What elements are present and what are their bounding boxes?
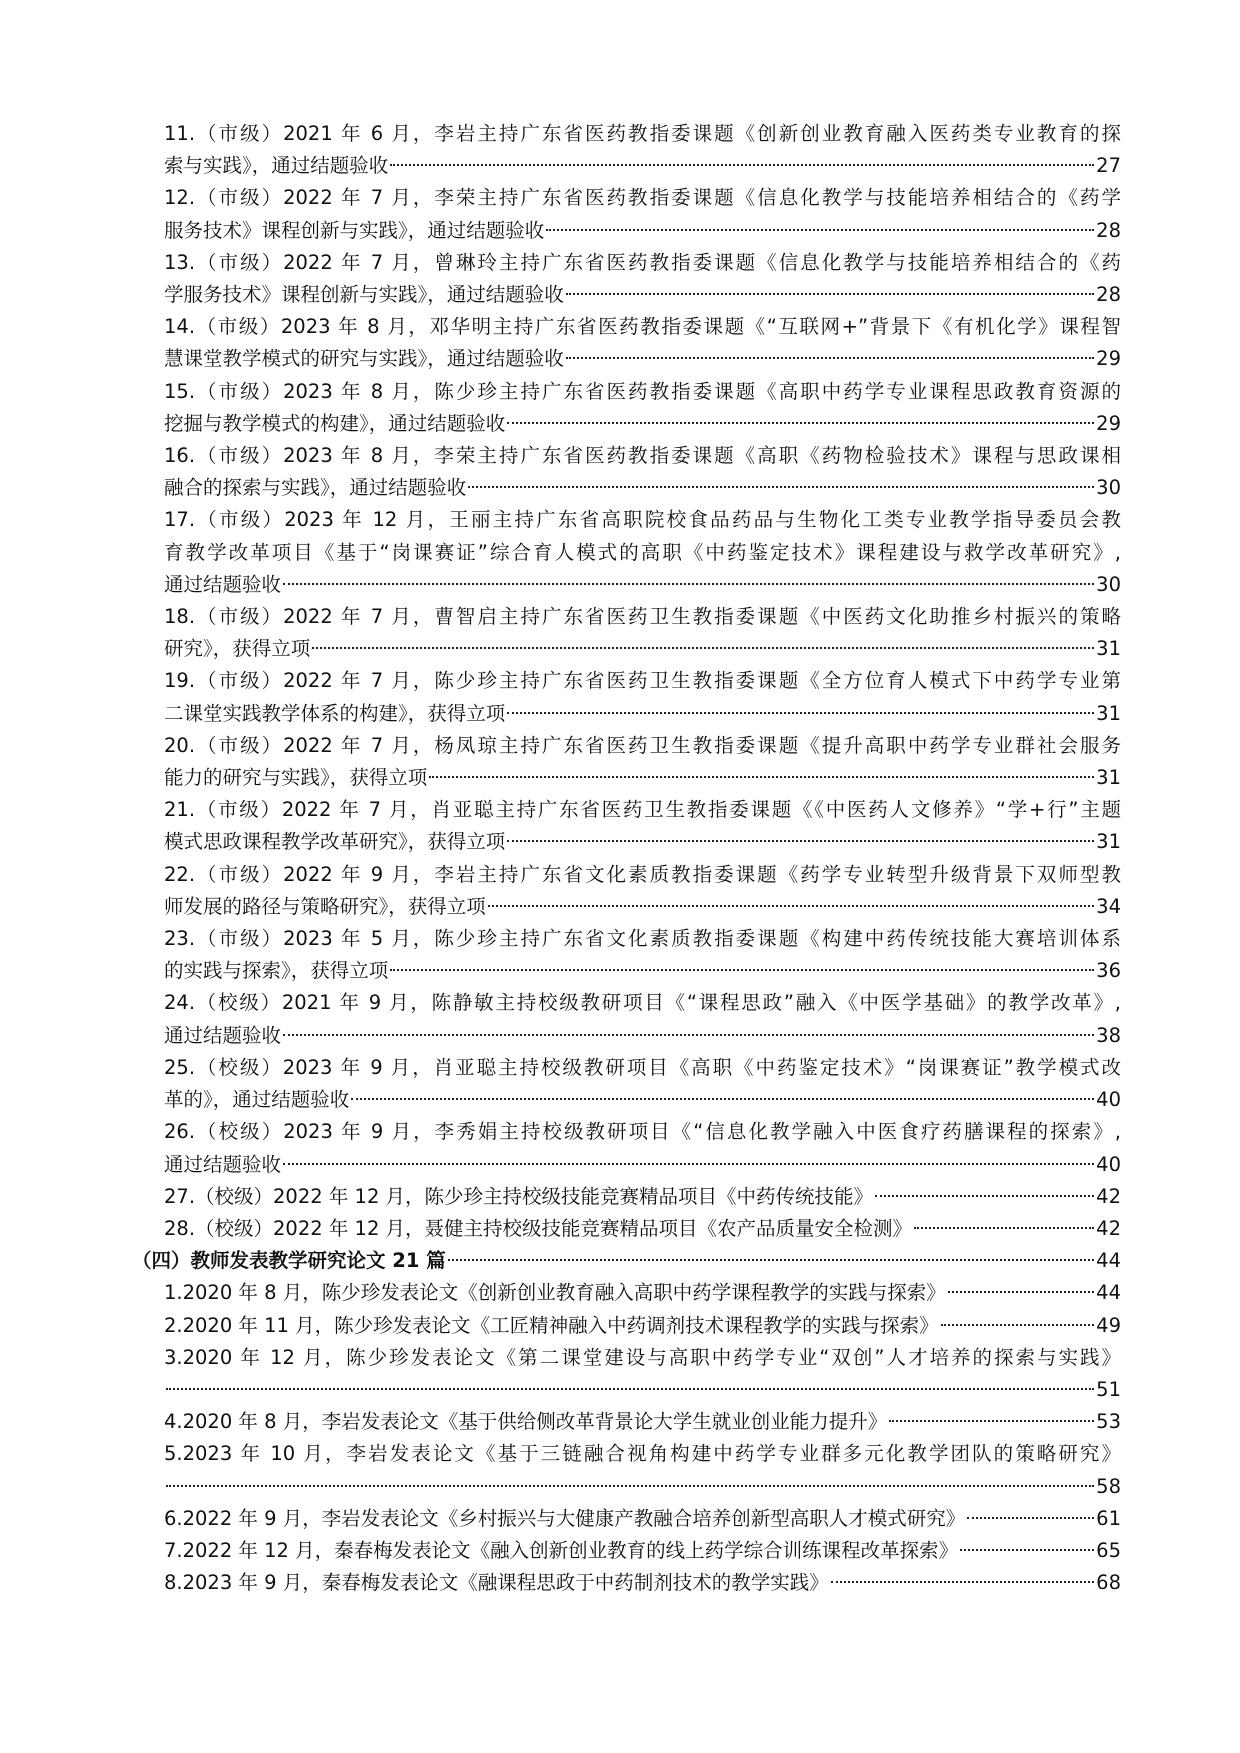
toc-entry[interactable] bbox=[132, 1503, 1121, 1535]
toc-entry-text: 二课堂实践教学体系的构建》，获得立项 bbox=[164, 701, 506, 725]
toc-entry-line: 11.（市级）2021 年 6 月，李岩主持广东省医药教指委课题《创新创业教育融入医药类专业教育的探 bbox=[164, 122, 1121, 145]
toc-page-number: 61 bbox=[1096, 1506, 1121, 1530]
toc-entry-text: 服务技术》课程创新与实践》，通过结题验收 bbox=[164, 218, 545, 242]
dot-leader bbox=[283, 1034, 1094, 1036]
toc-entry-last-line bbox=[132, 1245, 1121, 1277]
toc-entry-last-line bbox=[164, 1310, 1121, 1342]
toc-entry[interactable] bbox=[132, 118, 1121, 182]
toc-entry-last-line bbox=[164, 698, 1121, 730]
toc-entry[interactable] bbox=[132, 794, 1121, 858]
toc-entry-last-line bbox=[164, 633, 1121, 665]
dot-leader bbox=[914, 1227, 1094, 1229]
dot-leader bbox=[390, 164, 1094, 166]
toc-page-number: 29 bbox=[1096, 347, 1121, 371]
toc-entry-line: 5.2023 年 10 月，李岩发表论文《基于三链融合视角构建中药学专业群多元化教学团队的策略研究》 bbox=[164, 1442, 1121, 1466]
toc-entry-text: 27.（校级）2022 年 12 月，陈少珍主持校级技能竞赛精品项目《中药传统技能》 bbox=[164, 1184, 874, 1208]
dot-leader bbox=[312, 647, 1094, 649]
toc-entry-text: 慧课堂教学模式的研究与实践》，通过结题验收 bbox=[164, 347, 564, 371]
toc-entry-text: 8.2023 年 9 月，秦春梅发表论文《融课程思政于中药制剂技术的教学实践》 bbox=[164, 1571, 829, 1595]
toc-entry-text: 通过结题验收 bbox=[164, 1023, 282, 1047]
toc-page-number: 65 bbox=[1096, 1538, 1121, 1562]
toc-page-number: 28 bbox=[1096, 218, 1121, 242]
toc-page-number: 58 bbox=[1096, 1474, 1121, 1498]
toc-entry-line: 3.2020 年 12 月，陈少珍发表论文《第二课堂建设与高职中药学专业“双创”人才培养的探索与实践》 bbox=[164, 1345, 1121, 1369]
toc-entry-line: 25.（校级）2023 年 9 月，肖亚聪主持校级教研项目《高职《中药鉴定技术》“岗课赛证”教学模式改 bbox=[164, 1055, 1121, 1079]
dot-leader bbox=[566, 357, 1094, 359]
toc-entry-last-line bbox=[164, 1503, 1121, 1535]
toc-entry-line: 13.（市级）2022 年 7 月，曾琳玲主持广东省医药教指委课题《信息化教学与技能培养相结合的《药 bbox=[164, 250, 1121, 274]
toc-entry[interactable] bbox=[132, 1213, 1121, 1245]
toc-entry-last-line bbox=[164, 955, 1121, 987]
toc-entry[interactable] bbox=[132, 1406, 1121, 1438]
dot-leader bbox=[468, 486, 1094, 488]
toc-entry[interactable] bbox=[132, 1342, 1121, 1406]
toc-entry-last-line bbox=[164, 826, 1121, 858]
toc-entry[interactable] bbox=[132, 923, 1121, 987]
toc-entry-last-line bbox=[164, 1277, 1121, 1309]
dot-leader bbox=[875, 1195, 1094, 1197]
dot-leader bbox=[941, 1324, 1095, 1326]
toc-entry-text: 挖掘与教学模式的构建》，通过结题验收 bbox=[164, 411, 506, 435]
toc-entry[interactable] bbox=[132, 1116, 1121, 1180]
toc-entry-line: 24.（校级）2021 年 9 月，陈静敏主持校级教研项目《“课程思政”融入《中医学基础》的教学改革》, bbox=[164, 991, 1121, 1015]
toc-entry-line: 17.（市级）2023 年 12 月，王丽主持广东省高职院校食品药品与生物化工类专业教学指导委员会教 bbox=[164, 508, 1121, 532]
dot-leader bbox=[283, 1163, 1094, 1165]
toc-page-number: 31 bbox=[1096, 830, 1121, 854]
dot-leader bbox=[429, 776, 1094, 778]
toc-entry-last-line bbox=[164, 1406, 1121, 1438]
dot-leader bbox=[967, 1517, 1094, 1519]
toc-page-number: 31 bbox=[1096, 766, 1121, 790]
toc-entry-line: 育教学改革项目《基于“岗课赛证”综合育人模式的高职《中药鉴定技术》课程建设与救学改革研究》, bbox=[164, 540, 1121, 564]
dot-leader bbox=[390, 969, 1094, 971]
toc-entry[interactable] bbox=[132, 1567, 1121, 1599]
toc-entry-text: 学服务技术》课程创新与实践》，通过结题验收 bbox=[164, 283, 564, 307]
toc-entry[interactable] bbox=[132, 311, 1121, 375]
toc-entry-last-line bbox=[164, 569, 1121, 601]
toc-entry-line: 12.（市级）2022 年 7 月，李荣主持广东省医药教指委课题《信息化教学与技能培养相结合的《药学 bbox=[164, 186, 1121, 210]
toc-page-number: 28 bbox=[1096, 283, 1121, 307]
toc-page-number: 44 bbox=[1096, 1249, 1121, 1273]
toc-page-number: 40 bbox=[1096, 1088, 1121, 1112]
toc-page-number: 44 bbox=[1096, 1281, 1121, 1305]
toc-entry-text: 7.2022 年 12 月，秦春梅发表论文《融入创新创业教育的线上药学综合训练课程改革探索》 bbox=[164, 1538, 959, 1562]
toc-page-number: 31 bbox=[1096, 637, 1121, 661]
toc-entry-line: 14.（市级）2023 年 8 月，邓华明主持广东省医药教指委课题《“互联网+”背景下《有机化学》课程智 bbox=[164, 315, 1121, 339]
dot-leader bbox=[960, 1549, 1094, 1551]
toc-entry[interactable] bbox=[132, 601, 1121, 665]
toc-page-number: 29 bbox=[1096, 411, 1121, 435]
toc-entry-line: 15.（市级）2023 年 8 月，陈少珍主持广东省医药教指委课题《高职中药学专业课程思政教育资源的 bbox=[164, 379, 1121, 403]
toc-entry-text: 能力的研究与实践》，获得立项 bbox=[164, 766, 428, 790]
toc-page-number: 38 bbox=[1096, 1023, 1121, 1047]
toc-entry-last-line bbox=[164, 215, 1121, 247]
dot-leader bbox=[166, 1388, 1094, 1390]
toc-page-number: 42 bbox=[1096, 1216, 1121, 1240]
toc-entry[interactable] bbox=[132, 1052, 1121, 1116]
toc-entry[interactable] bbox=[132, 247, 1121, 311]
toc-entry-last-line bbox=[164, 1567, 1121, 1599]
toc-page-number: 49 bbox=[1096, 1313, 1121, 1337]
toc-entry[interactable] bbox=[132, 440, 1121, 504]
toc-entry-text: 28.（校级）2022 年 12 月，聂健主持校级技能竞赛精品项目《农产品质量安全检测》 bbox=[164, 1216, 913, 1240]
toc-entry-last-line bbox=[164, 1374, 1121, 1406]
dot-leader bbox=[448, 1259, 1094, 1261]
toc-entry-line: 20.（市级）2022 年 7 月，杨凤琼主持广东省医药卫生教指委课题《提升高职中药学专业群社会服务 bbox=[164, 733, 1121, 757]
toc-entry-text: 6.2022 年 9 月，李岩发表论文《乡村振兴与大健康产教融合培养创新型高职人才模式研究》 bbox=[164, 1506, 966, 1530]
toc-entry-text: 通过结题验收 bbox=[164, 572, 282, 596]
toc-entry-last-line bbox=[164, 891, 1121, 923]
toc-entry-line: 21.（市级）2022 年 7 月，肖亚聪主持广东省医药卫生教指委课题《《中医药人文修养》“学+行”主题 bbox=[164, 798, 1121, 822]
toc-page-number: 68 bbox=[1096, 1571, 1121, 1595]
toc-entry-last-line bbox=[164, 1471, 1121, 1503]
toc-page-number: 42 bbox=[1096, 1184, 1121, 1208]
toc-entry-last-line bbox=[164, 150, 1121, 182]
toc-entry-last-line bbox=[164, 279, 1121, 311]
dot-leader bbox=[283, 583, 1094, 585]
toc-entry-text: （四）教师发表教学研究论文 21 篇 bbox=[132, 1249, 446, 1273]
toc-entry-line: 19.（市级）2022 年 7 月，陈少珍主持广东省医药卫生教指委课题《全方位育人模式下中药学专业第 bbox=[164, 669, 1121, 693]
toc-entry[interactable] bbox=[132, 1535, 1121, 1567]
toc-page-number: 34 bbox=[1096, 894, 1121, 918]
toc-page-number: 36 bbox=[1096, 959, 1121, 983]
toc-entry-last-line bbox=[164, 1020, 1121, 1052]
dot-leader bbox=[166, 1485, 1094, 1487]
toc-page-number: 31 bbox=[1096, 701, 1121, 725]
toc-entry-text: 融合的探索与实践》，通过结题验收 bbox=[164, 476, 467, 500]
toc-entry-last-line bbox=[164, 762, 1121, 794]
toc-entry[interactable] bbox=[132, 987, 1121, 1051]
toc-entry[interactable] bbox=[132, 665, 1121, 729]
toc-entry[interactable] bbox=[132, 1438, 1121, 1502]
dot-leader bbox=[507, 840, 1094, 842]
toc-entry[interactable] bbox=[132, 376, 1121, 440]
toc-entry-text: 研究》，获得立项 bbox=[164, 637, 311, 661]
toc-entry[interactable] bbox=[132, 730, 1121, 794]
dot-leader bbox=[546, 229, 1094, 231]
toc-entry-last-line bbox=[164, 1084, 1121, 1116]
toc-entry-text: 索与实践》，通过结题验收 bbox=[164, 154, 389, 178]
toc-entry-text: 2.2020 年 11 月，陈少珍发表论文《工匠精神融入中药调剂技术课程教学的实践与探索》 bbox=[164, 1313, 939, 1337]
toc-entry-last-line bbox=[164, 472, 1121, 504]
dot-leader bbox=[566, 293, 1094, 295]
toc-entry[interactable] bbox=[132, 1277, 1121, 1309]
toc-page-number: 27 bbox=[1096, 154, 1121, 178]
toc-entry-last-line bbox=[164, 408, 1121, 440]
toc-entry-text: 模式思政课程教学改革研究》，获得立项 bbox=[164, 830, 506, 854]
toc-entry-line: 22.（市级）2022 年 9 月，李岩主持广东省文化素质教指委课题《药学专业转型升级背景下双师型教 bbox=[164, 862, 1121, 886]
toc-entry-last-line bbox=[164, 1213, 1121, 1245]
toc-entry-text: 革的》，通过结题验收 bbox=[164, 1088, 350, 1112]
toc-entry-text: 1.2020 年 8 月，陈少珍发表论文《创新创业教育融入高职中药学课程教学的实践与探索》 bbox=[164, 1281, 946, 1305]
toc-page-number: 51 bbox=[1096, 1377, 1121, 1401]
dot-leader bbox=[889, 1420, 1094, 1422]
toc-entry-text: 师发展的路径与策略研究》，获得立项 bbox=[164, 894, 486, 918]
toc-entry-text: 的实践与探索》，获得立项 bbox=[164, 959, 389, 983]
toc-entry-line: 18.（市级）2022 年 7 月，曹智启主持广东省医药卫生教指委课题《中医药文化助推乡村振兴的策略 bbox=[164, 605, 1121, 629]
dot-leader bbox=[948, 1291, 1094, 1293]
toc-entry[interactable] bbox=[132, 1181, 1121, 1213]
toc-entry[interactable] bbox=[132, 1310, 1121, 1342]
toc-entry-line: 26.（校级）2023 年 9 月，李秀娟主持校级教研项目《“信息化教学融入中医食疗药膳课程的探索》, bbox=[164, 1120, 1121, 1144]
dot-leader bbox=[507, 422, 1094, 424]
toc-entry-last-line bbox=[164, 1149, 1121, 1181]
toc-page-number: 30 bbox=[1096, 476, 1121, 500]
toc-entry-line: 16.（市级）2023 年 8 月，李荣主持广东省医药教指委课题《高职《药物检验技术》课程与思政课相 bbox=[164, 444, 1121, 468]
toc-entry[interactable] bbox=[132, 182, 1121, 246]
toc-entry-line: 23.（市级）2023 年 5 月，陈少珍主持广东省文化素质教指委课题《构建中药传统技能大赛培训体系 bbox=[164, 927, 1121, 951]
toc-entry[interactable] bbox=[132, 504, 1121, 601]
dot-leader bbox=[507, 712, 1094, 714]
toc-entry-last-line bbox=[164, 343, 1121, 375]
toc-entry[interactable] bbox=[132, 859, 1121, 923]
dot-leader bbox=[351, 1098, 1094, 1100]
toc-entry-text: 通过结题验收 bbox=[164, 1152, 282, 1176]
toc-page-number: 53 bbox=[1096, 1410, 1121, 1434]
toc-entry-last-line bbox=[164, 1535, 1121, 1567]
dot-leader bbox=[831, 1581, 1094, 1583]
toc-section-heading[interactable] bbox=[132, 1245, 1121, 1277]
toc-entry-last-line bbox=[164, 1181, 1121, 1213]
toc-page-number: 30 bbox=[1096, 572, 1121, 596]
table-of-contents bbox=[132, 118, 1121, 1599]
toc-page-number: 40 bbox=[1096, 1152, 1121, 1176]
toc-entry-text: 4.2020 年 8 月，李岩发表论文《基于供给侧改革背景论大学生就业创业能力提升》 bbox=[164, 1410, 888, 1434]
dot-leader bbox=[488, 905, 1094, 907]
